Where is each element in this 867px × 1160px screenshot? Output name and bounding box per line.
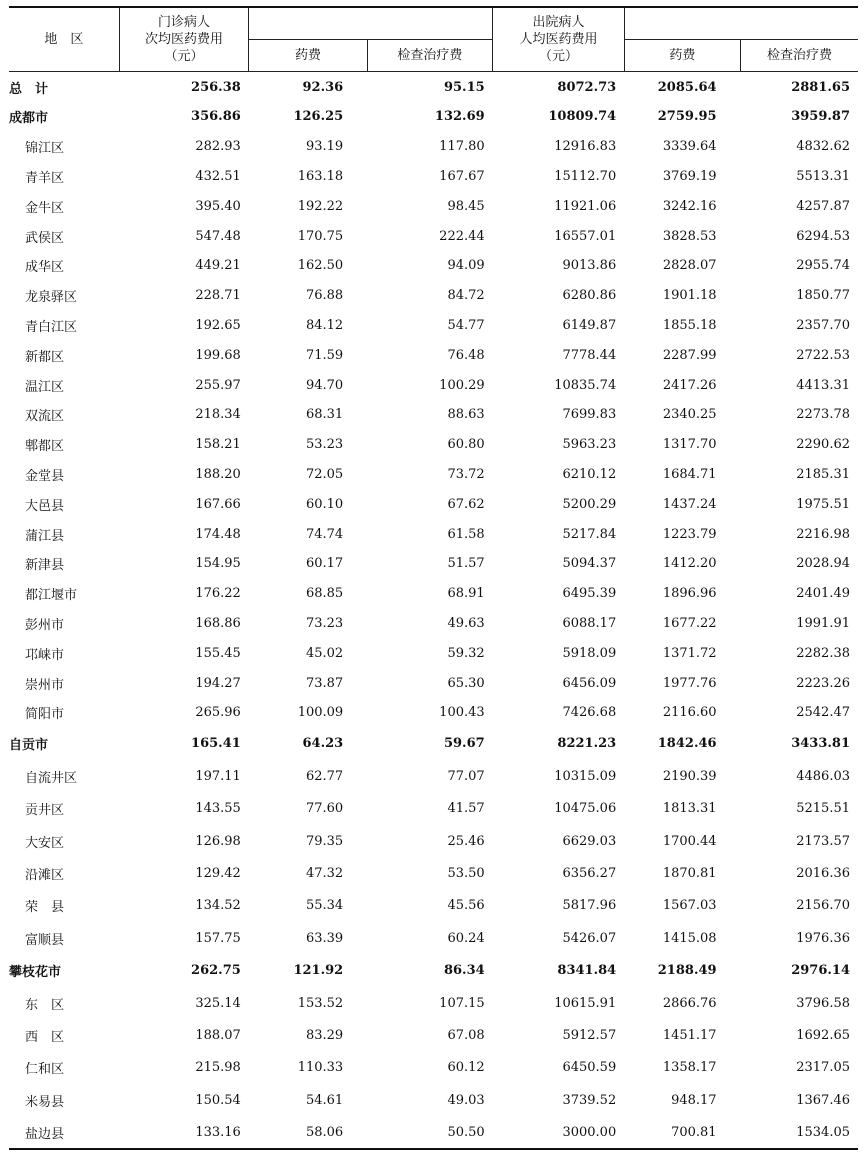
cell-inpatient-cost: 10315.09 [554, 768, 617, 784]
table-row [9, 460, 858, 490]
cell-inpatient-drug: 2116.60 [662, 705, 717, 721]
cell-outpatient-exam: 54.77 [447, 317, 485, 333]
cell-outpatient-exam: 73.72 [447, 466, 485, 482]
table-row [9, 954, 858, 986]
cell-outpatient-drug: 162.50 [297, 258, 344, 274]
cell-inpatient-cost: 10835.74 [554, 377, 617, 393]
table-row [9, 857, 858, 889]
cell-inpatient-drug: 2188.49 [657, 963, 717, 979]
cell-outpatient-cost: 449.21 [195, 258, 241, 274]
cell-inpatient-drug: 3828.53 [662, 228, 717, 244]
cell-inpatient-cost: 7778.44 [562, 347, 617, 363]
cell-inpatient-cost: 5817.96 [562, 898, 617, 914]
cell-inpatient-exam: 2976.14 [791, 963, 850, 979]
table-row [9, 609, 858, 639]
cell-inpatient-exam: 1975.51 [796, 496, 850, 512]
row-region-name: 大邑县 [25, 498, 65, 514]
cell-inpatient-cost: 6450.59 [562, 1060, 617, 1076]
table-row [9, 251, 858, 281]
cell-inpatient-exam: 2317.05 [796, 1060, 850, 1076]
cell-inpatient-cost: 8341.84 [557, 963, 617, 979]
cell-inpatient-drug: 1870.81 [662, 865, 717, 881]
cell-outpatient-exam: 100.43 [439, 705, 485, 721]
row-region-name: 东 区 [25, 997, 65, 1013]
row-region-name: 西 区 [25, 1029, 65, 1045]
cell-inpatient-cost: 11921.06 [554, 198, 617, 214]
cell-outpatient-drug: 72.05 [305, 466, 344, 482]
cell-outpatient-cost: 143.55 [195, 801, 241, 817]
table-row [9, 132, 858, 162]
cell-inpatient-drug: 1677.22 [662, 615, 717, 631]
cell-outpatient-drug: 68.85 [305, 586, 344, 602]
cell-outpatient-exam: 77.07 [447, 768, 485, 784]
table-row [9, 281, 858, 311]
cell-inpatient-drug: 1412.20 [662, 556, 717, 572]
cell-inpatient-exam: 1367.46 [796, 1092, 850, 1108]
cell-inpatient-exam: 5215.51 [796, 801, 850, 817]
cell-inpatient-cost: 6456.09 [562, 675, 617, 691]
cell-outpatient-cost: 188.07 [195, 1027, 241, 1043]
header-inpatient-line2: 人均医药费用 [519, 32, 598, 47]
cell-outpatient-cost: 325.14 [195, 995, 241, 1011]
row-region-name: 青白江区 [25, 319, 78, 335]
cell-inpatient-drug: 1437.24 [662, 496, 717, 512]
cell-inpatient-exam: 2185.31 [796, 466, 850, 482]
cell-inpatient-drug: 2417.26 [662, 377, 717, 393]
cell-inpatient-drug: 1317.70 [662, 437, 717, 453]
header-outpatient-drug: 药费 [249, 40, 367, 72]
cell-inpatient-exam: 2542.47 [796, 705, 850, 721]
row-region-name: 邛崃市 [25, 647, 65, 663]
cell-inpatient-cost: 16557.01 [554, 228, 617, 244]
table-row [9, 1019, 858, 1051]
cell-outpatient-drug: 192.22 [297, 198, 344, 214]
cell-inpatient-exam: 2216.98 [796, 526, 850, 542]
table-row [9, 549, 858, 579]
cell-inpatient-drug: 1700.44 [662, 833, 717, 849]
header-region: 地 区 [9, 7, 119, 72]
cell-inpatient-cost: 6280.86 [562, 288, 617, 304]
cell-inpatient-cost: 5963.23 [562, 437, 617, 453]
table-row [9, 1116, 858, 1148]
cell-inpatient-cost: 8221.23 [557, 736, 617, 752]
row-region-name: 蒲江县 [25, 528, 65, 544]
table-body [9, 72, 858, 1149]
row-region-name: 仁和区 [25, 1062, 65, 1078]
cell-outpatient-exam: 49.63 [447, 615, 485, 631]
cell-outpatient-drug: 170.75 [297, 228, 344, 244]
cell-inpatient-cost: 3739.52 [562, 1092, 617, 1108]
row-region-name: 金堂县 [25, 468, 65, 484]
cell-inpatient-cost: 12916.83 [554, 139, 617, 155]
table-row [9, 162, 858, 192]
cell-inpatient-drug: 3769.19 [662, 168, 717, 184]
cell-inpatient-drug: 2828.07 [662, 258, 717, 274]
cell-outpatient-exam: 25.46 [447, 833, 485, 849]
table-row [9, 579, 858, 609]
table-header [9, 7, 858, 72]
cell-inpatient-exam: 2955.74 [796, 258, 850, 274]
table-row [9, 793, 858, 825]
row-region-name: 温江区 [25, 379, 65, 395]
header-inpatient-exam: 检查治疗费 [741, 40, 858, 72]
cell-outpatient-exam: 68.91 [447, 586, 485, 602]
cell-inpatient-exam: 4832.62 [796, 139, 850, 155]
cell-inpatient-drug: 2287.99 [662, 347, 717, 363]
statistics-table-container [9, 6, 858, 1150]
cell-outpatient-cost: 176.22 [195, 586, 241, 602]
cell-outpatient-exam: 51.57 [447, 556, 485, 572]
row-region-name: 崇州市 [25, 677, 65, 693]
cell-inpatient-cost: 6629.03 [562, 833, 617, 849]
cell-outpatient-exam: 107.15 [439, 995, 485, 1011]
cell-outpatient-drug: 93.19 [305, 139, 344, 155]
cell-outpatient-cost: 155.45 [195, 645, 241, 661]
cell-inpatient-drug: 1842.46 [657, 736, 717, 752]
cell-outpatient-exam: 98.45 [447, 198, 485, 214]
cell-inpatient-cost: 10475.06 [554, 801, 617, 817]
cell-outpatient-exam: 60.12 [447, 1060, 485, 1076]
row-region-name: 青羊区 [25, 170, 65, 186]
cell-outpatient-cost: 199.68 [195, 347, 241, 363]
cell-outpatient-drug: 126.25 [293, 109, 344, 125]
cell-outpatient-exam: 60.80 [447, 437, 485, 453]
cell-inpatient-exam: 1991.91 [796, 615, 850, 631]
cell-outpatient-drug: 94.70 [305, 377, 344, 393]
cell-inpatient-cost: 8072.73 [557, 79, 617, 95]
cell-inpatient-exam: 2401.49 [796, 586, 850, 602]
row-region-name: 荣 县 [25, 900, 65, 916]
row-region-name: 自流井区 [25, 770, 78, 786]
cell-inpatient-exam: 2223.26 [796, 675, 850, 691]
cell-outpatient-cost: 188.20 [195, 466, 241, 482]
cell-outpatient-exam: 50.50 [367, 1116, 492, 1148]
cell-outpatient-exam: 88.63 [447, 407, 485, 423]
cell-inpatient-drug: 700.81 [624, 1116, 740, 1148]
cell-outpatient-drug: 60.10 [305, 496, 344, 512]
row-region-name: 盐边县 [9, 1116, 119, 1148]
cell-inpatient-exam: 4413.31 [796, 377, 850, 393]
cell-outpatient-drug: 163.18 [297, 168, 344, 184]
cell-outpatient-exam: 132.69 [434, 109, 485, 125]
cell-outpatient-exam: 94.09 [447, 258, 485, 274]
cell-inpatient-exam: 2722.53 [796, 347, 850, 363]
cell-outpatient-cost: 167.66 [195, 496, 241, 512]
row-region-name: 锦江区 [25, 141, 65, 157]
cell-inpatient-exam: 2290.62 [796, 437, 850, 453]
row-region-name: 都江堰市 [25, 588, 78, 604]
cell-outpatient-exam: 61.58 [447, 526, 485, 542]
table-row [9, 221, 858, 251]
cell-outpatient-cost: 282.93 [195, 139, 241, 155]
table-row [9, 922, 858, 954]
row-region-name: 龙泉驿区 [25, 290, 78, 306]
cell-outpatient-exam: 76.48 [447, 347, 485, 363]
cell-inpatient-drug: 1451.17 [662, 1027, 717, 1043]
cell-outpatient-cost: 256.38 [191, 79, 241, 95]
row-region-name: 自贡市 [9, 738, 49, 754]
cell-inpatient-exam: 2156.70 [796, 898, 850, 914]
cell-inpatient-cost: 3000.00 [493, 1116, 625, 1148]
cell-inpatient-drug: 948.17 [671, 1092, 717, 1108]
cell-outpatient-cost: 197.11 [195, 768, 241, 784]
header-outpatient-line3: （元） [164, 49, 204, 64]
cell-outpatient-drug: 63.39 [305, 930, 344, 946]
table-row [9, 191, 858, 221]
cell-inpatient-drug: 1855.18 [662, 317, 717, 333]
cell-inpatient-exam: 5513.31 [796, 168, 850, 184]
cell-inpatient-cost: 10809.74 [548, 109, 617, 125]
cell-inpatient-drug: 1415.08 [662, 930, 717, 946]
cell-outpatient-cost: 356.86 [191, 109, 241, 125]
row-region-name: 双流区 [25, 409, 65, 425]
cell-inpatient-cost: 5426.07 [562, 930, 617, 946]
header-inpatient-drug: 药费 [624, 40, 740, 72]
cell-inpatient-exam: 2282.38 [796, 645, 850, 661]
cell-outpatient-cost: 150.54 [195, 1092, 241, 1108]
cell-inpatient-cost: 6149.87 [562, 317, 617, 333]
header-inpatient-cost [493, 7, 625, 72]
cell-outpatient-drug: 73.87 [305, 675, 344, 691]
table-row [9, 102, 858, 132]
medical-cost-table [9, 6, 858, 1150]
cell-outpatient-drug: 100.09 [297, 705, 344, 721]
cell-outpatient-exam: 59.67 [443, 736, 485, 752]
cell-outpatient-drug: 76.88 [305, 288, 344, 304]
cell-outpatient-exam: 49.03 [447, 1092, 485, 1108]
cell-outpatient-cost: 174.48 [195, 526, 241, 542]
row-region-name: 攀枝花市 [9, 965, 62, 981]
cell-outpatient-drug: 60.17 [305, 556, 344, 572]
row-region-name: 成华区 [25, 260, 65, 276]
cell-inpatient-cost: 15112.70 [554, 168, 617, 184]
cell-inpatient-exam: 2028.94 [796, 556, 850, 572]
cell-inpatient-cost: 5912.57 [562, 1027, 617, 1043]
table-row [9, 1052, 858, 1084]
cell-outpatient-drug: 153.52 [297, 995, 344, 1011]
row-region-name: 大安区 [25, 835, 65, 851]
cell-outpatient-drug: 47.32 [305, 865, 344, 881]
cell-outpatient-cost: 218.34 [195, 407, 241, 423]
row-region-name: 郫都区 [25, 439, 65, 455]
cell-outpatient-drug: 54.61 [305, 1092, 344, 1108]
cell-outpatient-drug: 68.31 [305, 407, 344, 423]
table-row [9, 698, 858, 728]
table-row [9, 1084, 858, 1116]
cell-inpatient-cost: 5217.84 [562, 526, 617, 542]
cell-outpatient-cost: 168.86 [195, 615, 241, 631]
row-region-name: 成都市 [9, 111, 49, 127]
table-row [9, 430, 858, 460]
cell-outpatient-exam: 117.80 [439, 139, 485, 155]
table-row [9, 825, 858, 857]
cell-inpatient-exam: 3959.87 [791, 109, 850, 125]
cell-outpatient-cost: 228.71 [195, 288, 241, 304]
cell-outpatient-cost: 157.75 [195, 930, 241, 946]
cell-inpatient-exam: 1692.65 [796, 1027, 850, 1043]
cell-outpatient-exam: 95.15 [443, 79, 485, 95]
cell-inpatient-drug: 3242.16 [662, 198, 717, 214]
cell-outpatient-exam: 67.62 [447, 496, 485, 512]
header-outpatient-exam: 检查治疗费 [367, 40, 492, 72]
row-region-name: 彭州市 [25, 617, 65, 633]
cell-outpatient-drug: 45.02 [305, 645, 344, 661]
table-row [9, 340, 858, 370]
cell-inpatient-exam: 3796.58 [796, 995, 850, 1011]
table-row [9, 890, 858, 922]
cell-outpatient-drug: 71.59 [305, 347, 344, 363]
cell-outpatient-exam: 100.29 [439, 377, 485, 393]
cell-inpatient-exam: 6294.53 [796, 228, 850, 244]
cell-outpatient-drug: 77.60 [305, 801, 344, 817]
cell-outpatient-drug: 73.23 [305, 615, 344, 631]
cell-outpatient-exam: 84.72 [447, 288, 485, 304]
table-row [9, 760, 858, 792]
cell-inpatient-drug: 1684.71 [662, 466, 717, 482]
cell-inpatient-exam: 2273.78 [796, 407, 850, 423]
cell-inpatient-cost: 7426.68 [562, 705, 617, 721]
header-outpatient-spacer [249, 7, 493, 40]
row-region-name: 贡井区 [25, 803, 65, 819]
table-row [9, 311, 858, 341]
table-row [9, 519, 858, 549]
cell-inpatient-cost: 5200.29 [562, 496, 617, 512]
cell-outpatient-drug: 92.36 [302, 79, 344, 95]
header-inpatient-line3: （元） [538, 49, 578, 64]
cell-inpatient-drug: 1567.03 [662, 898, 717, 914]
cell-inpatient-drug: 2340.25 [662, 407, 717, 423]
table-row [9, 400, 858, 430]
cell-outpatient-cost: 192.65 [195, 317, 241, 333]
cell-inpatient-cost: 5094.37 [562, 556, 617, 572]
cell-inpatient-exam: 2881.65 [791, 79, 850, 95]
cell-outpatient-drug: 83.29 [305, 1027, 344, 1043]
cell-outpatient-exam: 41.57 [447, 801, 485, 817]
row-region-name: 新津县 [25, 558, 65, 574]
row-region-name: 新都区 [25, 349, 65, 365]
cell-outpatient-drug: 64.23 [302, 736, 344, 752]
row-region-name: 武侯区 [25, 230, 65, 246]
cell-outpatient-drug: 55.34 [305, 898, 344, 914]
cell-outpatient-cost: 215.98 [195, 1060, 241, 1076]
cell-inpatient-cost: 6356.27 [562, 865, 617, 881]
cell-inpatient-exam: 2357.70 [796, 317, 850, 333]
cell-inpatient-exam: 2016.36 [796, 865, 850, 881]
cell-outpatient-exam: 67.08 [447, 1027, 485, 1043]
cell-outpatient-cost: 126.98 [195, 833, 241, 849]
cell-inpatient-drug: 1901.18 [662, 288, 717, 304]
cell-outpatient-cost: 158.21 [195, 437, 241, 453]
cell-outpatient-cost: 129.42 [195, 865, 241, 881]
cell-inpatient-exam: 4257.87 [796, 198, 850, 214]
header-outpatient-line2: 次均医药费用 [145, 32, 224, 47]
cell-inpatient-drug: 2085.64 [657, 79, 717, 95]
header-outpatient-line1: 门诊病人 [158, 15, 211, 30]
cell-inpatient-cost: 5918.09 [562, 645, 617, 661]
header-inpatient-spacer [624, 7, 858, 40]
cell-outpatient-exam: 65.30 [447, 675, 485, 691]
cell-inpatient-exam: 1534.05 [741, 1116, 858, 1148]
cell-outpatient-exam: 167.67 [439, 168, 485, 184]
table-row [9, 638, 858, 668]
cell-inpatient-cost: 7699.83 [562, 407, 617, 423]
cell-outpatient-exam: 53.50 [447, 865, 485, 881]
cell-outpatient-drug: 74.74 [305, 526, 344, 542]
cell-outpatient-cost: 432.51 [195, 168, 241, 184]
cell-inpatient-cost: 6210.12 [562, 466, 617, 482]
cell-inpatient-drug: 1977.76 [662, 675, 717, 691]
cell-inpatient-exam: 1976.36 [796, 930, 850, 946]
row-region-name: 富顺县 [25, 932, 65, 948]
table-row [9, 987, 858, 1019]
header-inpatient-line1: 出院病人 [532, 15, 585, 30]
table-row [9, 728, 858, 760]
row-region-name: 沿滩区 [25, 867, 65, 883]
table-row [9, 489, 858, 519]
cell-outpatient-cost: 265.96 [195, 705, 241, 721]
cell-outpatient-cost: 194.27 [195, 675, 241, 691]
cell-outpatient-exam: 45.56 [447, 898, 485, 914]
row-region-name: 简阳市 [25, 707, 65, 723]
cell-inpatient-exam: 3433.81 [791, 736, 850, 752]
cell-outpatient-cost: 133.16 [119, 1116, 249, 1148]
cell-inpatient-cost: 6495.39 [562, 586, 617, 602]
cell-inpatient-drug: 1223.79 [662, 526, 717, 542]
cell-inpatient-cost: 6088.17 [562, 615, 617, 631]
cell-outpatient-drug: 62.77 [305, 768, 344, 784]
cell-inpatient-cost: 9013.86 [562, 258, 617, 274]
row-region-name: 总 计 [9, 81, 49, 97]
cell-inpatient-drug: 2866.76 [662, 995, 717, 1011]
cell-outpatient-drug: 84.12 [305, 317, 344, 333]
cell-inpatient-drug: 2759.95 [657, 109, 717, 125]
cell-outpatient-exam: 60.24 [447, 930, 485, 946]
table-row [9, 72, 858, 103]
cell-outpatient-cost: 134.52 [195, 898, 241, 914]
cell-inpatient-cost: 10615.91 [554, 995, 617, 1011]
cell-outpatient-cost: 154.95 [195, 556, 241, 572]
cell-inpatient-drug: 1896.96 [662, 586, 717, 602]
header-outpatient-cost [119, 7, 249, 72]
cell-outpatient-drug: 79.35 [305, 833, 344, 849]
cell-outpatient-drug: 53.23 [305, 437, 344, 453]
table-row [9, 370, 858, 400]
cell-outpatient-cost: 262.75 [191, 963, 241, 979]
cell-outpatient-drug: 110.33 [297, 1060, 344, 1076]
cell-inpatient-drug: 1358.17 [662, 1060, 717, 1076]
cell-outpatient-exam: 59.32 [447, 645, 485, 661]
cell-outpatient-cost: 395.40 [195, 198, 241, 214]
cell-outpatient-exam: 222.44 [439, 228, 485, 244]
cell-inpatient-exam: 1850.77 [796, 288, 850, 304]
cell-outpatient-cost: 547.48 [195, 228, 241, 244]
cell-inpatient-drug: 2190.39 [662, 768, 717, 784]
row-region-name: 金牛区 [25, 200, 65, 216]
cell-outpatient-exam: 86.34 [443, 963, 485, 979]
cell-inpatient-drug: 1813.31 [662, 801, 717, 817]
cell-outpatient-drug: 58.06 [249, 1116, 367, 1148]
cell-inpatient-exam: 2173.57 [796, 833, 850, 849]
cell-inpatient-exam: 4486.03 [796, 768, 850, 784]
cell-inpatient-drug: 1371.72 [662, 645, 717, 661]
cell-outpatient-drug: 121.92 [293, 963, 344, 979]
table-row [9, 668, 858, 698]
cell-outpatient-cost: 255.97 [195, 377, 241, 393]
row-region-name: 米易县 [25, 1094, 65, 1110]
cell-outpatient-cost: 165.41 [191, 736, 241, 752]
cell-inpatient-drug: 3339.64 [662, 139, 717, 155]
